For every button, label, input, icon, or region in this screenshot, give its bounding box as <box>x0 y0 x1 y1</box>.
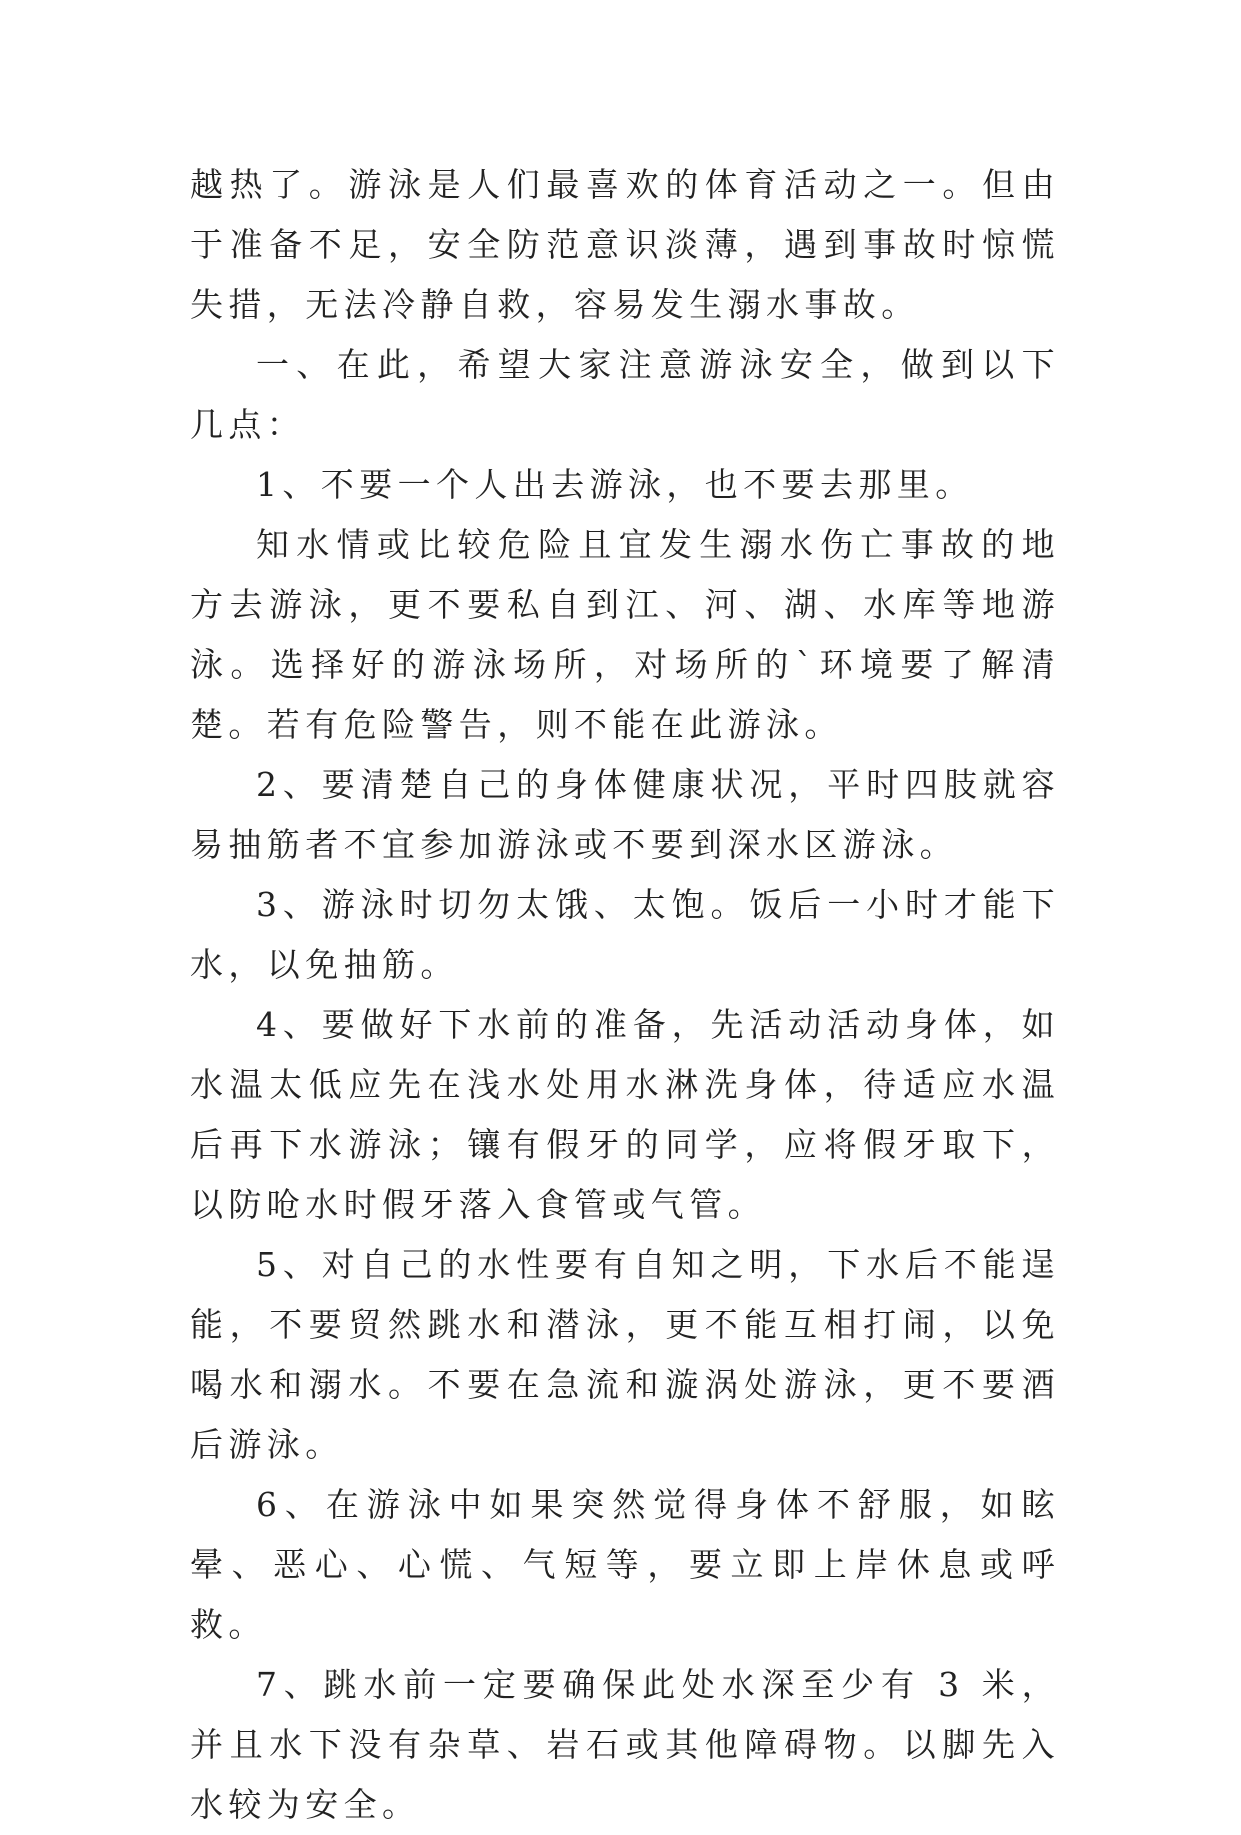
paragraph-section-heading: 一、在此，希望大家注意游泳安全，做到以下几点： <box>190 345 1060 444</box>
document-body <box>190 155 1060 1835</box>
paragraph-item-5: 5、对自己的水性要有自知之明，下水后不能逞能，不要贸然跳水和潜泳，更不能互相打闹，以免喝水和溺水。不要在急流和漩涡处游泳，更不要酒后游泳。 <box>190 1245 1060 1464</box>
paragraph-item-7: 7、跳水前一定要确保此处水深至少有 3 米，并且水下没有杂草、岩石或其他障碍物。以脚先入水较为安全。 <box>190 1665 1060 1824</box>
paragraph-item-1-continued: 知水情或比较危险且宜发生溺水伤亡事故的地方去游泳，更不要私自到江、河、湖、水库等地游泳。选择好的游泳场所，对场所的`环境要了解清楚。若有危险警告，则不能在此游泳。 <box>190 525 1060 744</box>
paragraph-item-2: 2、要清楚自己的身体健康状况，平时四肢就容易抽筋者不宜参加游泳或不要到深水区游泳。 <box>190 765 1060 864</box>
paragraph-item-4: 4、要做好下水前的准备，先活动活动身体，如水温太低应先在浅水处用水淋洗身体，待适应水温后再下水游泳；镶有假牙的同学，应将假牙取下，以防呛水时假牙落入食管或气管。 <box>190 1005 1060 1224</box>
paragraph-item-6: 6、在游泳中如果突然觉得身体不舒服，如眩晕、恶心、心慌、气短等，要立即上岸休息或呼救。 <box>190 1485 1060 1644</box>
paragraph-intro: 越热了。游泳是人们最喜欢的体育活动之一。但由于准备不足，安全防范意识淡薄，遇到事故时惊慌失措，无法冷静自救，容易发生溺水事故。 <box>190 165 1060 324</box>
paragraph-item-3: 3、游泳时切勿太饿、太饱。饭后一小时才能下水，以免抽筋。 <box>190 885 1060 984</box>
paragraph-item-1: 1、不要一个人出去游泳，也不要去那里。 <box>256 465 974 504</box>
